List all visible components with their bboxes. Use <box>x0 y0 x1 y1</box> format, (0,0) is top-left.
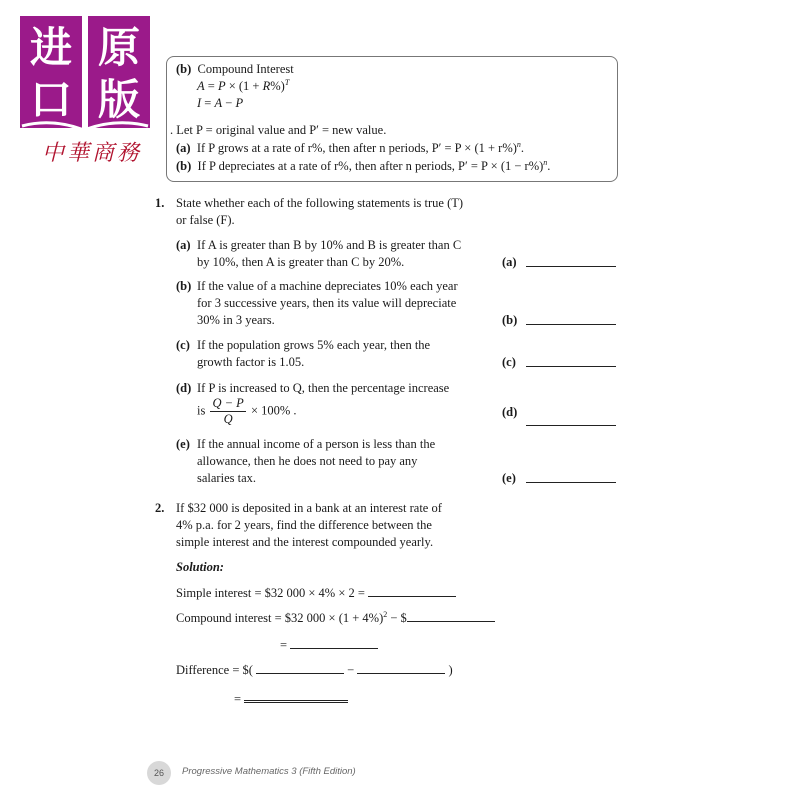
part-d-letter: (d) <box>176 381 192 395</box>
compound-formula-amount: $A = P \times (1 + R\%)^T$ <box>197 77 290 93</box>
difference-line: Difference = $( − ) <box>176 663 453 677</box>
percent-change-intro: . Let P = original value and P′ = new value. <box>170 123 387 137</box>
page-number-badge: 26 <box>147 761 171 785</box>
svg-text:原: 原 <box>97 23 141 72</box>
final-answer-blank[interactable] <box>244 688 348 703</box>
compound-interest-line: Compound interest = $32 $000 \times (1 + 4\%)^2$ − $ <box>176 609 495 627</box>
question-1-stem-line1: State whether each of the following statements is true (T) <box>176 196 464 210</box>
compound-interest-heading: (b) Compound Interest <box>176 62 294 76</box>
answer-b-label: (b) <box>502 313 518 327</box>
question-2-number: 2. <box>155 501 165 515</box>
answer-e-label: (e) <box>502 471 516 485</box>
part-e-line2: allowance, then he does not need to pay any <box>197 454 418 468</box>
difference-first-blank[interactable] <box>256 661 344 674</box>
simple-interest-line: Simple interest = $32 000 × 4% × 2 = <box>176 584 456 602</box>
difference-second-blank[interactable] <box>357 661 445 674</box>
part-b-line2: for 3 successive years, then its value will depreciate <box>197 296 457 310</box>
svg-text:口: 口 <box>29 75 73 124</box>
part-c-line1: If the population grows 5% each year, then the <box>197 338 431 352</box>
part-a-line2: by 10%, then A is greater than C by 20%. <box>197 255 405 269</box>
answer-e-blank[interactable] <box>526 482 616 483</box>
percentage-increase-fraction: $\frac{Q - P}{Q}$ <box>212 396 244 426</box>
part-d-fraction-line: is $\frac{Q - P}{Q}$ × 100% . <box>197 396 297 426</box>
simple-interest-blank[interactable] <box>368 584 456 597</box>
answer-d-label: (d) <box>502 405 518 419</box>
svg-text:进: 进 <box>29 23 73 72</box>
difference-result-line: = <box>234 688 348 708</box>
question-2-line3: simple interest and the interest compounded yearly. <box>176 535 434 549</box>
part-e-letter: (e) <box>176 437 190 451</box>
compound-formula-interest: I = A − P <box>197 96 244 110</box>
part-d-line1: If P is increased to Q, then the percentage increase <box>197 381 450 395</box>
compound-amount-blank[interactable] <box>407 609 495 622</box>
part-a-line1: If A is greater than B by 10% and B is greater than C <box>197 238 462 252</box>
publisher-stamp-logo <box>18 14 154 132</box>
question-1-number: 1. <box>155 196 165 210</box>
book-title-footer: Progressive Mathematics 3 (Fifth Edition) <box>182 766 356 777</box>
svg-text:版: 版 <box>97 75 141 124</box>
answer-a-label: (a) <box>502 255 517 269</box>
part-b-line3: 30% in 3 years. <box>197 313 275 327</box>
part-c-line2: growth factor is 1.05. <box>197 355 305 369</box>
question-2-line1: If $32 000 is deposited in a bank at an interest rate of <box>176 501 442 515</box>
compound-interest-result-line: = <box>280 636 378 654</box>
part-a-letter: (a) <box>176 238 191 252</box>
part-e-line1: If the annual income of a person is less than the <box>197 437 436 451</box>
answer-a-blank[interactable] <box>526 266 616 267</box>
part-c-letter: (c) <box>176 338 190 352</box>
growth-rule: (a) If P grows at a rate of r%, then after n periods, $P' = P \times (1 + r\%)^n$. <box>176 139 525 155</box>
solution-label: Solution: <box>176 560 224 574</box>
part-e-line3: salaries tax. <box>197 471 257 485</box>
part-b-line1: If the value of a machine depreciates 10% each year <box>197 279 458 293</box>
question-2-line2: 4% p.a. for 2 years, find the difference between the <box>176 518 432 532</box>
answer-c-blank[interactable] <box>526 366 616 367</box>
answer-c-label: (c) <box>502 355 516 369</box>
answer-d-blank[interactable] <box>526 425 616 426</box>
answer-b-blank[interactable] <box>526 324 616 325</box>
publisher-watermark: 中華商務 <box>42 141 143 166</box>
compound-interest-blank[interactable] <box>290 636 378 649</box>
part-b-letter: (b) <box>176 279 192 293</box>
depreciation-rule: (b) If P depreciates at a rate of r%, then after n periods, $P' = P \times (1 - r\%)^n$. <box>176 157 551 173</box>
question-1-stem-line2: or false (F). <box>176 213 235 227</box>
